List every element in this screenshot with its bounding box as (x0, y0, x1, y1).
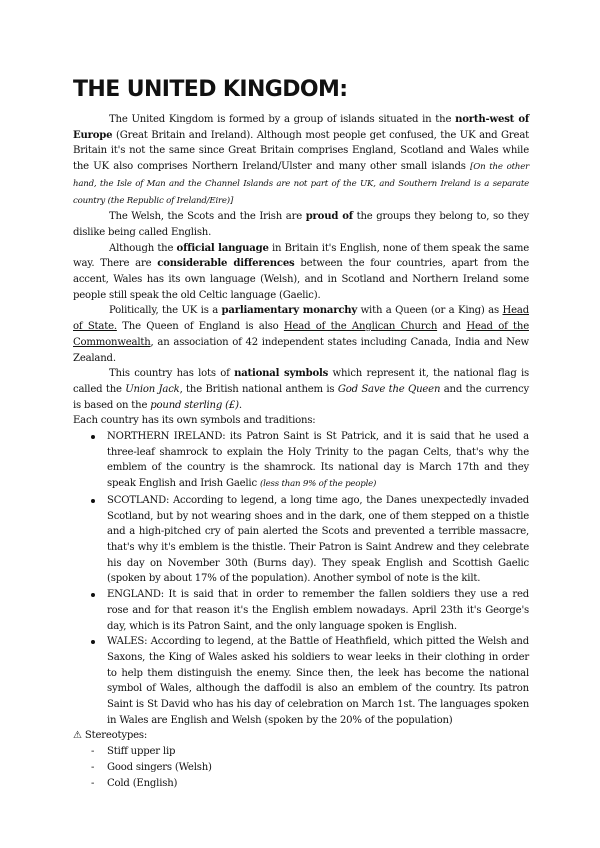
paragraph-identity: The Welsh, the Scots and the Irish are proud of the groups they belong to, so they dislike being called English. (73, 211, 529, 238)
page-title: THE UNITED KINGDOM: (73, 77, 348, 102)
list-item-scotland: SCOTLAND: According to legend, a long time ago, the Danes unexpectedly invaded Scotland, but by not wearing shoes and in the dark, one of them stepped on a thistle and a high-pitched cry of pain alerted the Scots and prevented a terrible massacre, that's why it's emblem is the thistle. Their Patron is Saint Andrew and they celebrate his day on November 30th (Burns day). They speak English and Scottish Gaelic (spoken by about 17% of the population). Another symbol of note is the kilt. (73, 493, 529, 587)
list-item: - Good singers (Welsh) (73, 760, 529, 776)
warning-icon: ⚠ (73, 730, 82, 742)
paragraph-traditions-intro: Each country has its own symbols and traditions: (73, 415, 316, 427)
country-list (73, 429, 529, 728)
list-item: - Stiff upper lip (73, 744, 529, 760)
stereotypes-heading: ⚠ Stereotypes: (73, 730, 148, 742)
stereotypes-list (73, 744, 529, 791)
paragraph-symbols: This country has lots of national symbols which represent it, the national flag is called the Union Jack, the British national anthem is God Save the Queen and the currency is based on the pound sterling (£). (73, 368, 530, 411)
list-item-wales: WALES: According to legend, at the Battle of Heathfield, which pitted the Welsh and Saxons, the King of Wales asked his soldiers to wear leeks in their clothing in order to help them distinguish the enemy. Since then, the leek has become the national symbol of Wales, although the daffodil is also an emblem of the country. Its patron Saint is St David who has his day of celebration on March 1st. The languages spoken in Wales are English and Welsh (spoken by the 20% of the population) (73, 634, 529, 728)
list-item: - Cold (English) (73, 776, 529, 792)
paragraph-language: Although the official language in Britain it's English, none of them speak the same way. There are considerable differences between the four countries, apart from the accent, Wales has its own language (Welsh), and in Scotland and Northern Ireland some people still speak the old Celtic language (Gaelic). (73, 242, 529, 301)
paragraph-location: The United Kingdom is formed by a group of islands situated in the north-west of Europe (Great Britain and Ireland). Although most people get confused, the UK and Great Britain it's not the same since Great Britain comprises England, Scotland and Wales while the UK also comprises Northern Ireland/Ulster and many other small islands [On the other hand, the Isle of Man and the Channel Islands are not part of the UK, and Southern Ireland is a separate country (the Republic of Ireland/Eire)] (73, 114, 529, 206)
document-body (73, 112, 529, 791)
list-item-england: ENGLAND: It is said that in order to remember the fallen soldiers they use a red rose and for that reason it's the English emblem nowadays. April 23th it's George's day, which is its Patron Saint, and the only language spoken is English. (73, 587, 529, 634)
list-item-northern-ireland: NORTHERN IRELAND: its Patron Saint is St Patrick, and it is said that he used a three-leaf shamrock to explain the Holy Trinity to the pagan Celts, that's why the emblem of the country is the shamrock. Its national day is March 17th and they speak English and Irish Gaelic (less than 9% of the people) (73, 429, 529, 493)
paragraph-politics: Politically, the UK is a parliamentary monarchy with a Queen (or a King) as Head of State. The Queen of England is also Head of the Anglican Church and Head of the Commonwealth, an association of 42 independent states including Canada, India and New Zealand. (73, 305, 529, 364)
